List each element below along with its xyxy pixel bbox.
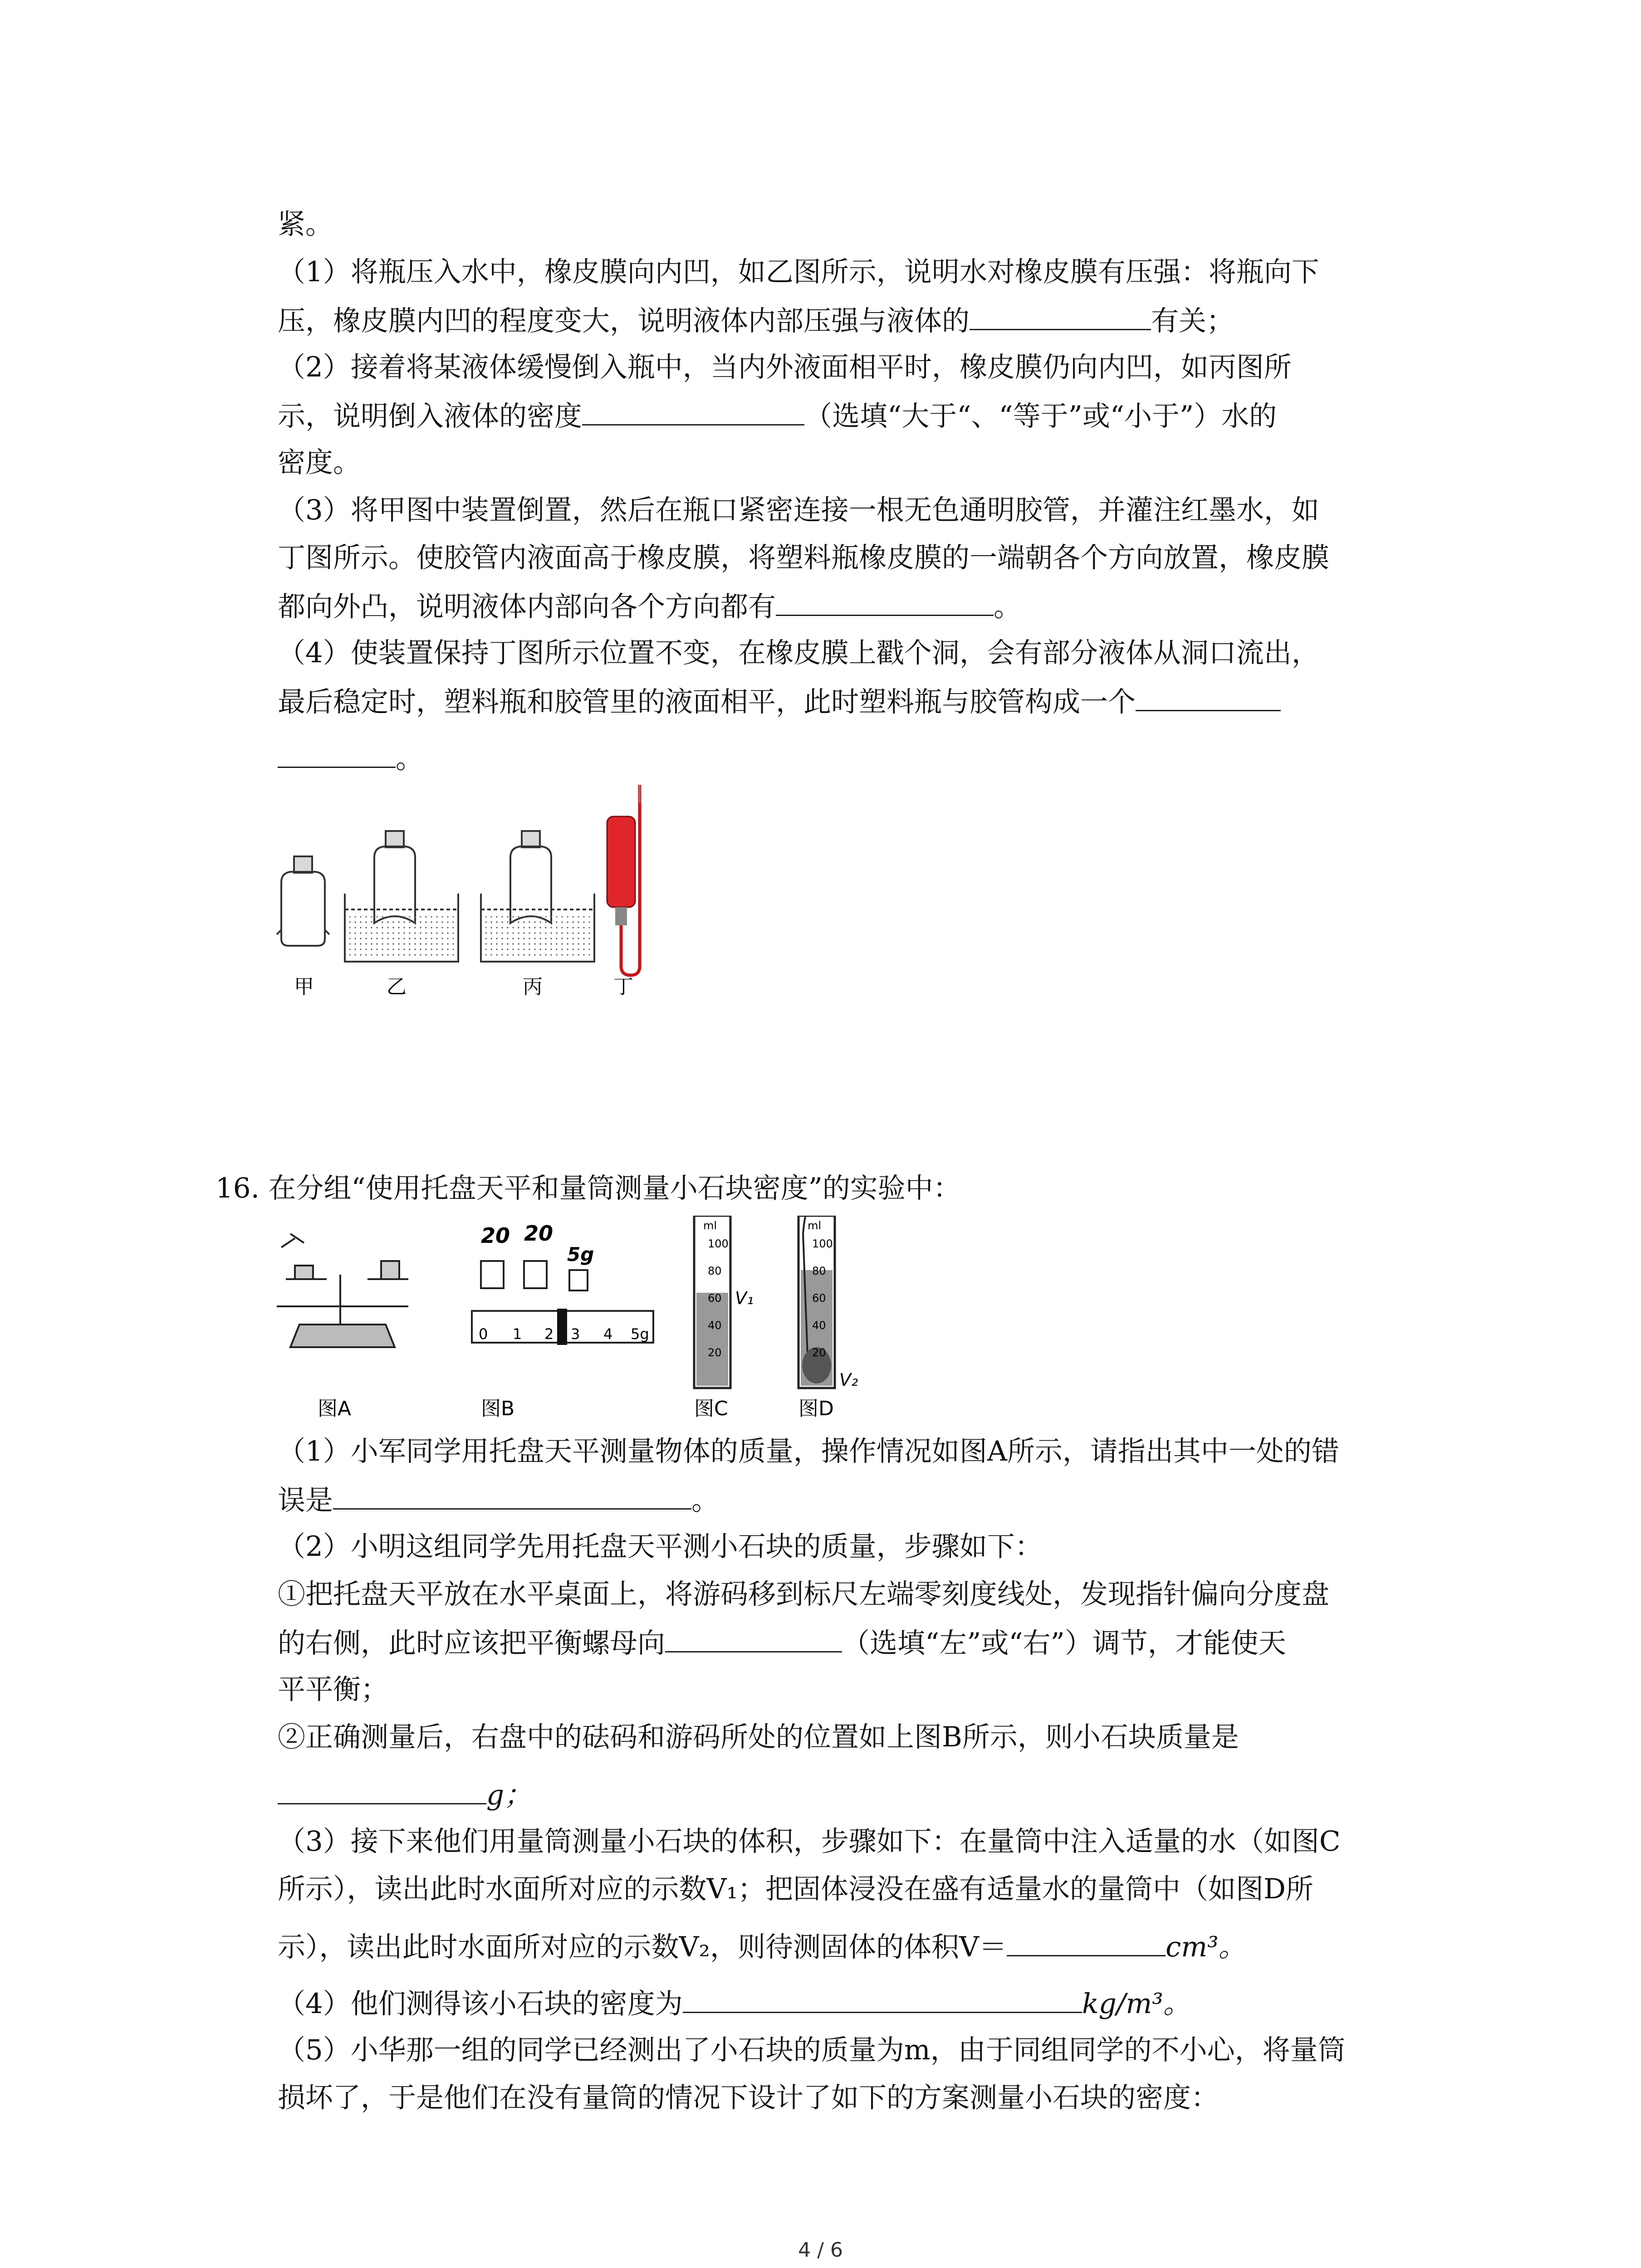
q15-p4-suffix: 。 — [396, 743, 424, 775]
svg-text:1: 1 — [513, 1325, 522, 1343]
q16-s2-line-d: 平平衡； — [278, 1673, 389, 1706]
answer-blank-9[interactable] — [683, 1984, 1082, 2013]
q15-p1-line-a: （1）将瓶压入水中，橡皮膜向内凹，如乙图所示，说明水对橡皮膜有压强：将瓶向下 — [278, 256, 1319, 288]
q16-s2-suffix: （选填“左”或“右”）调节，才能使天 — [842, 1627, 1286, 1659]
q15-p3-line-c — [278, 587, 1021, 625]
q15-p3-suffix: 。 — [994, 591, 1022, 623]
q16-s3-text: 示），读出此时水面所对应的示数V₂，则待测固体的体积V＝ — [278, 1931, 1007, 1963]
svg-text:5g: 5g — [631, 1325, 649, 1343]
q15-p1-text: 压，橡皮膜内凹的程度变大，说明液体内部压强与液体的 — [278, 305, 970, 337]
svg-text:2: 2 — [544, 1325, 554, 1343]
label-yi: 乙 — [387, 975, 407, 998]
label-ding: 丁 — [613, 975, 633, 998]
cylinder-c-drawing — [694, 1216, 754, 1388]
q16-s3-line-a: （3）接下来他们用量筒测量小石块的体积，步骤如下：在量筒中注入适量的水（如图C — [278, 1825, 1341, 1857]
q15-p3-line-a: （3）将甲图中装置倒置，然后在瓶口紧密连接一根无色通明胶管，并灌注红墨水，如 — [278, 494, 1319, 526]
q15-p2-text: 示，说明倒入液体的密度 — [278, 400, 583, 432]
svg-text:20: 20 — [481, 1223, 510, 1248]
q15-p4-line-b — [278, 683, 1281, 720]
answer-blank-7[interactable] — [278, 1776, 486, 1804]
q15-p4-line-a: （4）使装置保持丁图所示位置不变，在橡皮膜上戳个洞，会有部分液体从洞口流出， — [278, 637, 1319, 669]
q16-s3-unit: cm³。 — [1166, 1931, 1246, 1963]
answer-blank-2[interactable] — [582, 397, 804, 425]
q16-s1-line-a: （1）小军同学用托盘天平测量物体的质量，操作情况如图A所示，请指出其中一处的错 — [278, 1435, 1339, 1467]
svg-text:4: 4 — [603, 1325, 613, 1343]
svg-text:20: 20 — [708, 1346, 722, 1359]
svg-text:100: 100 — [708, 1237, 729, 1250]
answer-blank-5[interactable] — [333, 1481, 691, 1510]
svg-text:ml: ml — [808, 1219, 822, 1232]
svg-text:V₁: V₁ — [735, 1288, 754, 1308]
q16-s5-line-a: （5）小华那一组的同学已经测出了小石块的质量为m，由于同组同学的不小心，将量筒 — [278, 2034, 1346, 2066]
q15-p3-line-b: 丁图所示。使胶管内液面高于橡皮膜，将塑料瓶橡皮膜的一端朝各个方向放置，橡皮膜 — [278, 542, 1330, 574]
q16-s2-line-b: ①把托盘天平放在水平桌面上，将游码移到标尺左端零刻度线处，发现指针偏向分度盘 — [278, 1578, 1330, 1610]
caption-fig-a: 图A — [318, 1397, 352, 1420]
label-bing: 丙 — [523, 975, 543, 998]
q16-s3-line-b: 所示），读出此时水面所对应的示数V₁；把固体浸没在盛有适量水的量筒中（如图D所 — [278, 1873, 1313, 1905]
svg-text:ml: ml — [703, 1219, 717, 1232]
answer-blank-6[interactable] — [665, 1624, 842, 1652]
q16-s1-text: 误是 — [278, 1484, 333, 1516]
svg-text:5g: 5g — [567, 1243, 594, 1266]
caption-fig-b: 图B — [481, 1397, 515, 1420]
q16-s4-text: （4）他们测得该小石块的密度为 — [278, 1988, 683, 2020]
q16-s2-line-f — [278, 1776, 532, 1813]
q16-s2-line-e: ②正确测量后，右盘中的砝码和游码所处的位置如上图B所示，则小石块质量是 — [278, 1721, 1239, 1753]
q15-p2-line-c: 密度。 — [278, 446, 361, 479]
q16-s1-line-b — [278, 1481, 719, 1519]
svg-text:20: 20 — [524, 1221, 554, 1246]
svg-text:40: 40 — [812, 1319, 826, 1332]
svg-text:0: 0 — [479, 1325, 488, 1343]
q16-s1-suffix: 。 — [691, 1484, 720, 1516]
answer-blank-8[interactable] — [1007, 1928, 1166, 1956]
svg-text:80: 80 — [708, 1265, 722, 1277]
q16-s2-text: 的右侧，此时应该把平衡螺母向 — [278, 1627, 666, 1659]
page-number: 4 / 6 — [798, 2239, 843, 2262]
q15-line-0: 紧。 — [278, 208, 333, 240]
svg-text:80: 80 — [812, 1265, 826, 1277]
caption-fig-c: 图C — [694, 1397, 728, 1420]
balance-cylinder-figure — [272, 1216, 907, 1433]
q15-p1-line-b — [278, 302, 1234, 339]
q15-p1-suffix: 有关； — [1151, 305, 1234, 337]
answer-blank-4b[interactable] — [278, 739, 396, 768]
svg-text:3: 3 — [571, 1325, 580, 1343]
q16-s4-line — [278, 1984, 1191, 2022]
q15-p2-line-b — [278, 397, 1277, 435]
cylinder-d-drawing — [798, 1216, 858, 1390]
q15-p4-text: 最后稳定时，塑料瓶和胶管里的液面相平，此时塑料瓶与胶管构成一个 — [278, 686, 1136, 718]
svg-text:100: 100 — [812, 1237, 833, 1250]
q16-s2-unit: g； — [486, 1779, 532, 1811]
answer-blank-4a[interactable] — [1136, 683, 1281, 711]
q16-s3-line-c — [278, 1928, 1246, 1965]
answer-blank-1[interactable] — [970, 302, 1151, 330]
balance-drawing — [277, 1234, 408, 1347]
q16-s2-line-c — [278, 1624, 1286, 1662]
svg-text:60: 60 — [812, 1292, 826, 1305]
q15-p2-line-a: （2）接着将某液体缓慢倒入瓶中，当内外液面相平时，橡皮膜仍向内凹，如丙图所 — [278, 351, 1292, 383]
q16-s2-line-a: （2）小明这组同学先用托盘天平测小石块的质量，步骤如下： — [278, 1530, 1043, 1563]
q15-p3-text: 都向外凸，说明液体内部向各个方向都有 — [278, 591, 776, 623]
caption-fig-d: 图D — [798, 1397, 834, 1420]
q16-stem: 16. 在分组“使用托盘天平和量筒测量小石块密度”的实验中： — [216, 1172, 961, 1204]
label-jia: 甲 — [294, 975, 314, 998]
bottle-experiment-figure — [272, 785, 681, 1002]
weights-ruler-drawing — [472, 1221, 653, 1345]
svg-text:V₂: V₂ — [839, 1370, 858, 1390]
q16-s5-line-b: 损坏了，于是他们在没有量筒的情况下设计了如下的方案测量小石块的密度： — [278, 2082, 1219, 2114]
q15-p4-line-c — [278, 739, 423, 777]
svg-text:40: 40 — [708, 1319, 722, 1332]
svg-text:60: 60 — [708, 1292, 722, 1305]
svg-text:20: 20 — [812, 1346, 826, 1359]
q15-p2-suffix: （选填“大于“、“等于”或“小于”）水的 — [804, 400, 1277, 432]
answer-blank-3[interactable] — [776, 587, 994, 616]
q16-s4-unit: kg/m³。 — [1082, 1988, 1191, 2020]
